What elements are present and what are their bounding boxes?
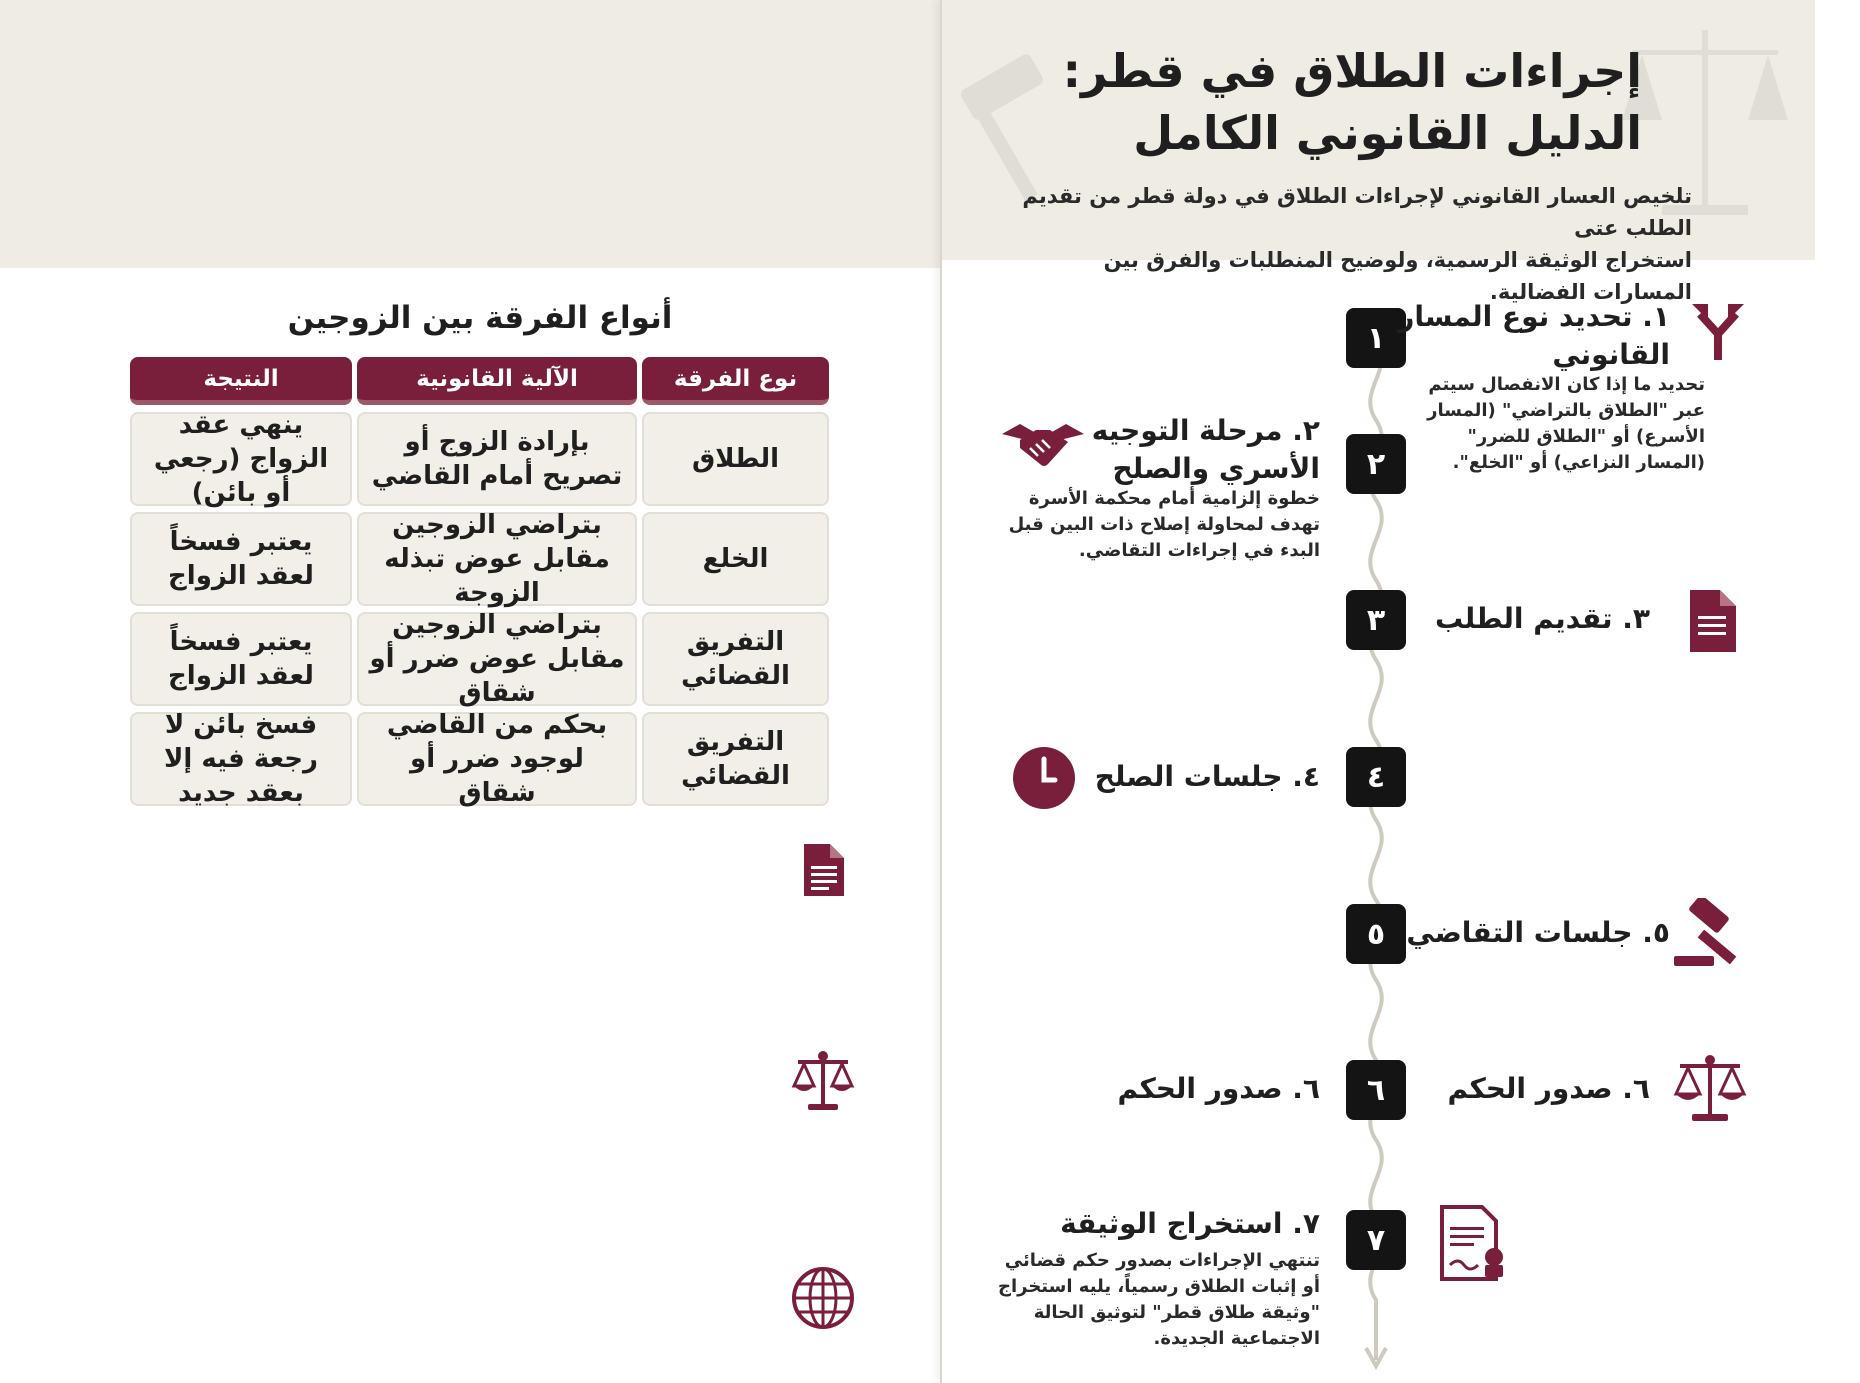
globe-icon bbox=[790, 1265, 856, 1335]
table-cell-result: يعتبر فسخاً لعقد الزواج bbox=[130, 612, 352, 706]
step-badge: ٣ bbox=[1346, 590, 1406, 650]
table-cell-type: التفريق القضائي bbox=[642, 612, 829, 706]
step-title: ٤. جلسات الصلح bbox=[1094, 760, 1320, 793]
step-desc-line: تهدف لمحاولة إصلاح ذات البين قبل bbox=[1008, 514, 1320, 535]
step-desc-line: تحديد ما إذا كان الانفصال سيتم bbox=[1428, 374, 1705, 395]
right-gutter bbox=[1815, 0, 1860, 1383]
step-badge: ٤ bbox=[1346, 747, 1406, 807]
step-desc-line: البدء في إجراءات التقاضي. bbox=[1078, 540, 1320, 561]
step-title bbox=[1398, 298, 1670, 374]
step-desc-line: الأسرع) أو "الطلاق للضرر" bbox=[1467, 426, 1705, 447]
scales-icon bbox=[790, 1048, 856, 1118]
subtitle-line: تلخيص العسار القانوني لإجراءات الطلاق في دولة قطر من تقديم الطلب عتى bbox=[1022, 184, 1692, 240]
step-title bbox=[1091, 412, 1320, 488]
step-desc-line: خطوة إلزامية أمام محكمة الأسرة bbox=[1028, 488, 1320, 509]
table-cell-mechanism: بتراضي الزوجين مقابل عوض تبذله الزوجة bbox=[357, 512, 637, 606]
step-title: ٧. استخراج الوثيقة bbox=[1060, 1207, 1320, 1240]
step-description bbox=[1000, 486, 1320, 564]
table-cell-result: يعتبر فسخاً لعقد الزواج bbox=[130, 512, 352, 606]
table-title: أنواع الفرقة بين الزوجين bbox=[287, 300, 673, 336]
page-title bbox=[942, 40, 1642, 164]
page-title-line: الدليل القانوني الكامل bbox=[1133, 106, 1642, 160]
table-header-mechanism: الآلية القانونية bbox=[357, 357, 637, 405]
step-title: ٥. جلسات التقاضي bbox=[1406, 916, 1670, 949]
table-header-type: نوع الفرقة bbox=[642, 357, 829, 405]
table-cell-type: الخلع bbox=[642, 512, 829, 606]
clock-icon bbox=[1011, 745, 1077, 815]
subtitle-line: استخراج الوثيقة الرسمية، ولوضيح المنطلبات والفرق بين المسارات الفضالية. bbox=[1103, 248, 1692, 304]
page-subtitle bbox=[1012, 180, 1692, 308]
step-desc-line: "وثيقة طلاق قطر" لتوثيق الحالة bbox=[1033, 1302, 1320, 1323]
split-arrows-icon bbox=[1690, 300, 1746, 366]
step-title: ٣. تقديم الطلب bbox=[1435, 602, 1650, 635]
step-title: ٦. صدور الحكم bbox=[1447, 1072, 1650, 1105]
table-cell-result: ينهي عقد الزواج (رجعي أو بائن) bbox=[130, 412, 352, 506]
step-desc-line: عبر "الطلاق بالتراضي" (المسار bbox=[1427, 400, 1705, 421]
table-cell-mechanism: بتراضي الزوجين مقابل عوض ضرر أو شقاق bbox=[357, 612, 637, 706]
certificate-icon bbox=[1438, 1205, 1508, 1289]
step-title-line: ٢. مرحلة التوجيه bbox=[1091, 414, 1320, 447]
step-description bbox=[960, 1248, 1320, 1352]
left-header-band bbox=[0, 0, 940, 268]
document-icon bbox=[800, 842, 846, 902]
step-badge: ٧ bbox=[1346, 1210, 1406, 1270]
step-desc-line: (المسار النزاعي) أو "الخلع". bbox=[1452, 452, 1705, 473]
step-badge: ٢ bbox=[1346, 434, 1406, 494]
table-cell-mechanism: بحكم من القاضي لوجود ضرر أو شقاق bbox=[357, 712, 637, 806]
file-icon bbox=[1686, 588, 1738, 658]
handshake-icon bbox=[1000, 418, 1086, 478]
step-title-line: ١. تحديد نوع المسار bbox=[1398, 300, 1670, 333]
scales-icon bbox=[1672, 1052, 1748, 1128]
table-cell-mechanism: بإرادة الزوج أو تصريح أمام القاضي bbox=[357, 412, 637, 506]
step-description bbox=[1420, 372, 1705, 476]
gavel-icon bbox=[1670, 898, 1750, 972]
table-cell-result: فسخ بائن لا رجعة فيه إلا بعقد جديد bbox=[130, 712, 352, 806]
table-cell-type: الطلاق bbox=[642, 412, 829, 506]
step-desc-line: الاجتماعية الجديدة. bbox=[1153, 1328, 1320, 1349]
step-badge: ٥ bbox=[1346, 904, 1406, 964]
step-badge: ٦ bbox=[1346, 1060, 1406, 1120]
page-title-line: إجراءات الطلاق في قطر: bbox=[1062, 44, 1642, 98]
step-title: ٦. صدور الحكم bbox=[1117, 1072, 1320, 1105]
table-cell-type: التفريق القضائي bbox=[642, 712, 829, 806]
step-title-line: القانوني bbox=[1552, 338, 1670, 371]
step-title-line: الأسري والصلح bbox=[1112, 452, 1320, 485]
step-desc-line: أو إثبات الطلاق رسمياً، يليه استخراج bbox=[997, 1276, 1320, 1297]
step-desc-line: تنتهي الإجراءات بصدور حكم قضائي bbox=[1004, 1250, 1320, 1271]
table-header-result: النتيجة bbox=[130, 357, 352, 405]
step-badge: ١ bbox=[1346, 308, 1406, 368]
